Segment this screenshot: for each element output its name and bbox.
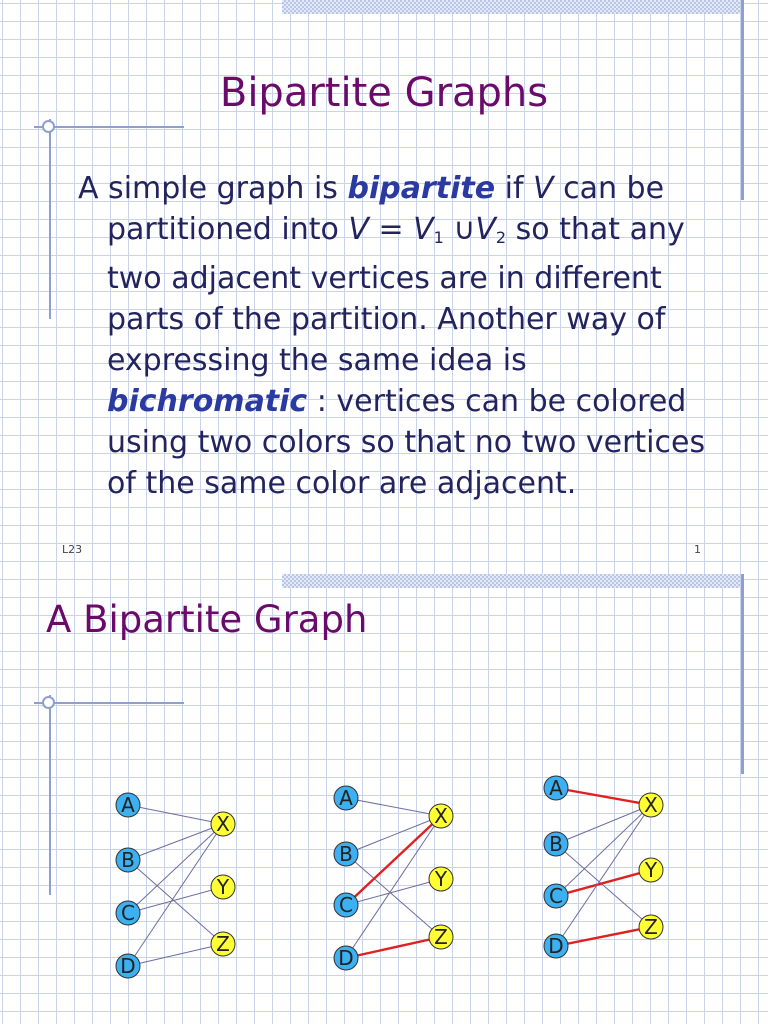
graph-edge (128, 824, 223, 860)
text-run: partitioned into (107, 212, 349, 247)
math-symbol: ∪V (443, 212, 496, 247)
highlighted-edge (556, 927, 651, 946)
vertex-label: C (121, 901, 135, 925)
decorative-line (34, 126, 184, 128)
graph-edge (128, 824, 223, 966)
term-bipartite: bipartite (347, 171, 496, 206)
math-symbol: V (413, 212, 434, 247)
text-run: : vertices can be colored (307, 384, 687, 419)
graph-edge (346, 816, 441, 958)
vertex-label: B (549, 832, 563, 856)
paragraph-line: using two colors so that no two vertices (107, 425, 706, 460)
math-symbol: V (533, 171, 554, 206)
graph-1 (116, 793, 235, 978)
slide-title: A Bipartite Graph (46, 598, 368, 641)
subscript: 1 (433, 228, 444, 247)
vertex-label: D (120, 954, 136, 978)
text-run: if (495, 171, 534, 206)
vertex-label: B (339, 842, 353, 866)
vertex-label: A (339, 786, 353, 810)
paragraph-line (78, 168, 718, 209)
paragraph-line: of the same color are adjacent. (107, 466, 577, 501)
vertex-label: C (549, 884, 563, 908)
graph-3 (544, 776, 663, 958)
vertex-label: X (434, 804, 448, 828)
vertex-label: D (338, 946, 354, 970)
vertex-label: Z (644, 915, 658, 939)
slide-title: Bipartite Graphs (219, 70, 549, 116)
slide-page-number: 1 (694, 543, 701, 556)
highlighted-edge (346, 937, 441, 958)
slide-footer-label: L23 (62, 543, 83, 556)
paragraph-line: parts of the partition. Another way of (107, 302, 666, 337)
slide-2 (0, 574, 768, 1024)
text-run: = (368, 212, 414, 247)
text-run: A simple graph is (78, 171, 348, 206)
vertex-label: Z (434, 925, 448, 949)
paragraph-line: expressing the same idea is (107, 343, 527, 378)
vertex-label: C (339, 893, 353, 917)
vertex-label: Z (216, 932, 230, 956)
subscript: 2 (495, 228, 507, 247)
graph-edge (128, 944, 223, 966)
text-run: can be (553, 171, 665, 206)
paragraph-line (78, 381, 718, 422)
paragraph-line: two adjacent vertices are in different (107, 261, 662, 296)
term-bichromatic: bichromatic (107, 384, 308, 419)
vertex-label: X (216, 812, 230, 836)
math-symbol: V (348, 212, 369, 247)
decorative-line (49, 119, 51, 319)
decorative-bar (282, 0, 740, 14)
vertex-label: D (548, 934, 564, 958)
graph-edge (128, 860, 223, 944)
definition-paragraph (78, 168, 718, 504)
graph-edge (346, 798, 441, 816)
paragraph-line (78, 209, 718, 258)
vertex-label: Y (216, 875, 230, 899)
graph-edge (346, 854, 441, 937)
highlighted-edge (556, 788, 651, 805)
graph-2 (334, 786, 453, 970)
text-run: so that any (506, 212, 685, 247)
crosshair-icon (42, 120, 55, 133)
vertex-label: A (121, 793, 135, 817)
graph-edge (556, 805, 651, 946)
vertex-label: Y (434, 867, 448, 891)
bipartite-graph-figures (0, 574, 768, 1024)
graph-edge (128, 805, 223, 824)
vertex-label: B (121, 848, 135, 872)
vertex-label: A (549, 776, 563, 800)
graph-edge (556, 805, 651, 844)
graph-edge (556, 844, 651, 927)
vertex-label: X (644, 793, 658, 817)
graph-edge (346, 816, 441, 854)
vertex-label: Y (644, 858, 658, 882)
